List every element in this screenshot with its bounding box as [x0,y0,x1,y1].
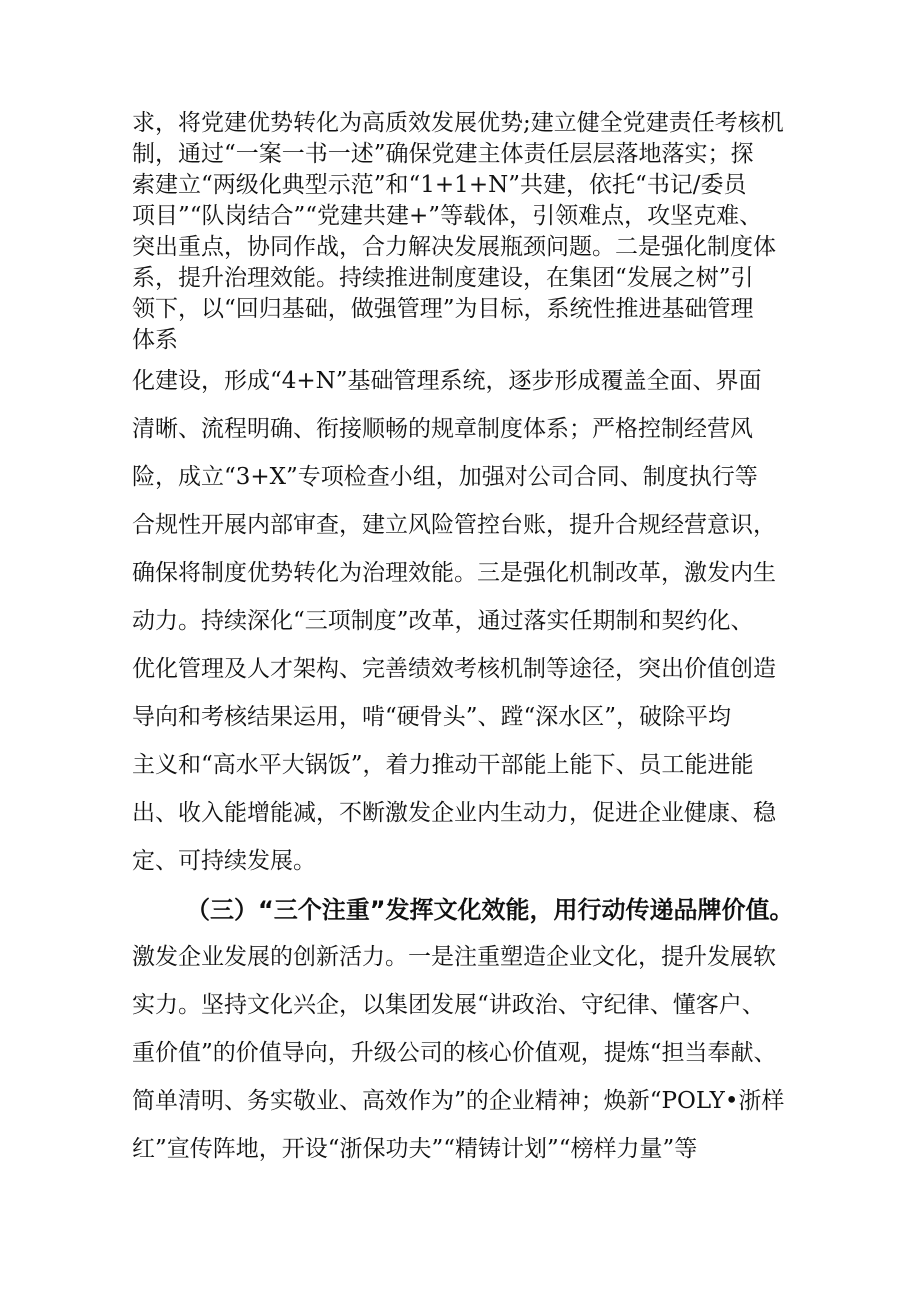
paragraph-line: 主义和“高水平大锅饭”，着力推动干部能上能下、员工能进能 [132,752,754,778]
paragraph-line: 索建立“两级化典型示范”和“1+1+N”共建，依托“书记/委员 [132,172,747,198]
paragraph-line: 简单清明、务实敬业、高效作为”的企业精神；焕新“POLY•浙样 [132,1088,785,1114]
paragraph-line: 实力。坚持文化兴企，以集团发展“讲政治、守纪律、懂客户、 [132,992,765,1018]
paragraph-line: 激发企业发展的创新活力。一是注重塑造企业文化，提升发展软 [132,944,776,970]
paragraph-line: 出、收入能增能减，不断激发企业内生动力，促进企业健康、稳 [132,800,776,826]
paragraph-line: 清晰、流程明确、衔接顺畅的规章制度体系；严格控制经营风 [132,416,753,442]
paragraph-line: 优化管理及人才架构、完善绩效考核机制等途径，突出价值创造 [132,656,776,682]
paragraph-line: 项目”“队岗结合”“党建共建+”等载体，引领难点，攻坚克难、 [132,203,763,229]
paragraph-line: 领下，以“回归基础，做强管理”为目标，系统性推进基础管理 [132,296,754,322]
paragraph-line: 突出重点，协同作战，合力解决发展瓶颈问题。二是强化制度体 [132,234,776,260]
paragraph-line: 红”宣传阵地，开设“浙保功夫”“精铸计划”“榜样力量”等 [132,1136,698,1162]
paragraph-line: 确保将制度优势转化为治理效能。三是强化机制改革，激发内生 [132,560,776,586]
paragraph-line: 动力。持续深化“三项制度”改革，通过落实任期制和契约化、 [132,608,754,634]
paragraph-line: 导向和考核结果运用，啃“硬骨头”、蹚“深水区”，破除平均 [132,704,732,730]
paragraph-line: 合规性开展内部审查，建立风险管控台账，提升合规经营意识， [132,512,776,538]
section-heading: （三）“三个注重”发挥文化效能，用行动传递品牌价值。 [186,896,794,924]
paragraph-line: 制，通过“一案一书一述”确保党建主体责任层层落地落实；探 [132,141,754,167]
paragraph-line: 重价值”的价值导向，升级公司的核心价值观，提炼“担当奉献、 [132,1040,777,1066]
paragraph-line: 险，成立“3+X”专项检查小组，加强对公司合同、制度执行等 [132,464,758,490]
paragraph-line: 定、可持续发展。 [132,848,316,874]
paragraph-line: 体系 [132,327,178,353]
paragraph-line: 求，将党建优势转化为高质效发展优势;建立健全党建责任考核机 [132,110,784,136]
paragraph-line: 系，提升治理效能。持续推进制度建设，在集团“发展之树”引 [132,265,754,291]
paragraph-line: 化建设，形成“4+N”基础管理系统，逐步形成覆盖全面、界面 [132,368,762,394]
